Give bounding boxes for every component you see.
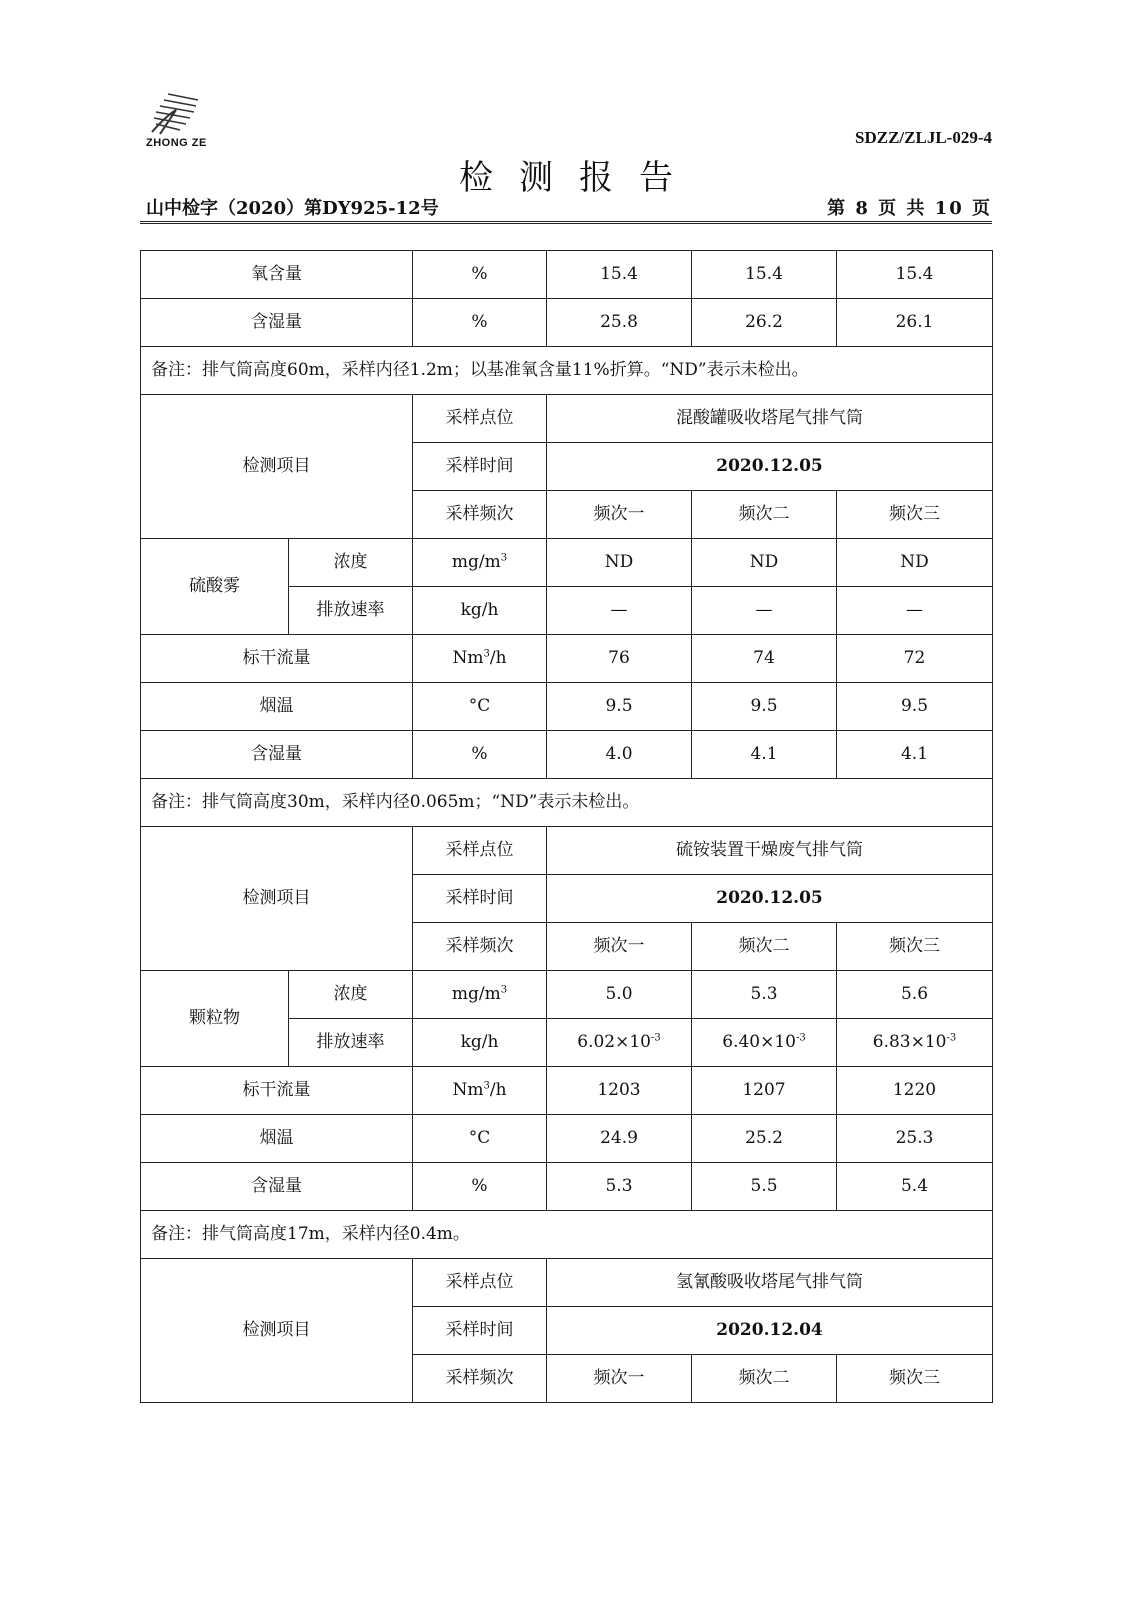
freq-label: 采样频次	[413, 1355, 547, 1403]
freq-1: 频次一	[547, 923, 692, 971]
freq-label: 采样频次	[413, 491, 547, 539]
table-row	[141, 635, 993, 683]
value-cell: 15.4	[547, 251, 692, 299]
rate-label: 排放速率	[289, 587, 413, 635]
value-cell: 9.5	[547, 683, 692, 731]
report-table	[140, 250, 992, 1403]
report-number: 山中检字（2020）第DY925-12号	[146, 198, 439, 219]
table-row	[141, 683, 993, 731]
value-cell: $6.02\times 10^{-3}$	[547, 1019, 692, 1067]
value-cell: 5.3	[547, 1163, 692, 1211]
section-3-table	[140, 1258, 993, 1403]
value-cell: 9.5	[837, 683, 993, 731]
table-row	[141, 779, 993, 827]
freq-2: 频次二	[692, 923, 837, 971]
value-cell: 5.3	[692, 971, 837, 1019]
unit-cell: %	[413, 1163, 547, 1211]
table-row	[141, 1259, 993, 1307]
temp-label: 烟温	[141, 683, 413, 731]
table-row	[141, 731, 993, 779]
value-cell: 74	[692, 635, 837, 683]
sampling-point: 混酸罐吸收塔尾气排气筒	[547, 395, 993, 443]
freq-3: 频次三	[837, 1355, 993, 1403]
item-header: 检测项目	[141, 1259, 413, 1403]
value-cell: ND	[547, 539, 692, 587]
value-cell: 1207	[692, 1067, 837, 1115]
freq-3: 频次三	[837, 923, 993, 971]
note-cell: 备注：排气筒高度60m，采样内径1.2m；以基准氧含量11%折算。“ND”表示未检出。	[141, 347, 993, 395]
table-row	[141, 971, 993, 1019]
unit-cell: $mg/m^3$	[413, 539, 547, 587]
flow-label: 标干流量	[141, 635, 413, 683]
unit-cell: %	[413, 251, 547, 299]
unit-cell: kg/h	[413, 587, 547, 635]
value-cell: 1203	[547, 1067, 692, 1115]
value-cell: 1220	[837, 1067, 993, 1115]
point-label: 采样点位	[413, 827, 547, 875]
row-label-oxygen: 氧含量	[141, 251, 413, 299]
table-row	[141, 299, 993, 347]
value-cell: 72	[837, 635, 993, 683]
value-cell: 24.9	[547, 1115, 692, 1163]
table-row	[141, 251, 993, 299]
table-row	[141, 1211, 993, 1259]
unit-cell: °C	[413, 683, 547, 731]
value-cell: 9.5	[692, 683, 837, 731]
conc-label: 浓度	[289, 971, 413, 1019]
value-cell: ND	[692, 539, 837, 587]
section-2-table	[140, 826, 993, 1259]
unit-cell: Nm$^3$/h	[413, 1067, 547, 1115]
value-cell: —	[547, 587, 692, 635]
rate-label: 排放速率	[289, 1019, 413, 1067]
value-cell: $6.83\times 10^{-3}$	[837, 1019, 993, 1067]
note-cell: 备注：排气筒高度17m，采样内径0.4m。	[141, 1211, 993, 1259]
flow-label: 标干流量	[141, 1067, 413, 1115]
time-label: 采样时间	[413, 443, 547, 491]
table-row	[141, 347, 993, 395]
value-cell: 15.4	[692, 251, 837, 299]
table-row	[141, 395, 993, 443]
value-cell: 25.8	[547, 299, 692, 347]
report-title: 检测报告	[459, 158, 699, 198]
value-cell: 25.2	[692, 1115, 837, 1163]
pollutant-label: 硫酸雾	[141, 539, 289, 635]
time-label: 采样时间	[413, 875, 547, 923]
value-cell: 4.1	[837, 731, 993, 779]
value-cell: —	[837, 587, 993, 635]
unit-cell: %	[413, 299, 547, 347]
header-rule	[140, 221, 992, 224]
table-top-rows	[140, 250, 993, 395]
value-cell: 4.1	[692, 731, 837, 779]
time-label: 采样时间	[413, 1307, 547, 1355]
row-label-moisture: 含湿量	[141, 299, 413, 347]
value-cell: ND	[837, 539, 993, 587]
sampling-time: 2020.12.05	[547, 875, 993, 923]
moisture-label: 含湿量	[141, 1163, 413, 1211]
freq-2: 频次二	[692, 491, 837, 539]
sampling-point: 硫铵装置干燥废气排气筒	[547, 827, 993, 875]
value-cell: $6.40\times 10^{-3}$	[692, 1019, 837, 1067]
table-row	[141, 539, 993, 587]
document-code: SDZZ/ZLJL-029-4	[855, 128, 992, 147]
logo-text: ZHONG ZE	[146, 137, 207, 149]
value-cell: 25.3	[837, 1115, 993, 1163]
note-cell: 备注：排气筒高度30m，采样内径0.065m；“ND”表示未检出。	[141, 779, 993, 827]
table-row	[141, 827, 993, 875]
table-row	[141, 1067, 993, 1115]
value-cell: 5.4	[837, 1163, 993, 1211]
item-header: 检测项目	[141, 395, 413, 539]
moisture-label: 含湿量	[141, 731, 413, 779]
section-1-table	[140, 394, 993, 827]
unit-cell: °C	[413, 1115, 547, 1163]
freq-2: 频次二	[692, 1355, 837, 1403]
point-label: 采样点位	[413, 395, 547, 443]
pollutant-label: 颗粒物	[141, 971, 289, 1067]
temp-label: 烟温	[141, 1115, 413, 1163]
sampling-point: 氢氰酸吸收塔尾气排气筒	[547, 1259, 993, 1307]
value-cell: 15.4	[837, 251, 993, 299]
unit-cell: Nm$^3$/h	[413, 635, 547, 683]
unit-cell: %	[413, 731, 547, 779]
unit-cell: $mg/m^3$	[413, 971, 547, 1019]
table-row	[141, 1115, 993, 1163]
value-cell: 5.0	[547, 971, 692, 1019]
freq-1: 频次一	[547, 1355, 692, 1403]
freq-3: 频次三	[837, 491, 993, 539]
item-header: 检测项目	[141, 827, 413, 971]
value-cell: 26.1	[837, 299, 993, 347]
value-cell: 5.6	[837, 971, 993, 1019]
freq-label: 采样频次	[413, 923, 547, 971]
value-cell: 76	[547, 635, 692, 683]
freq-1: 频次一	[547, 491, 692, 539]
value-cell: 5.5	[692, 1163, 837, 1211]
point-label: 采样点位	[413, 1259, 547, 1307]
sampling-time: 2020.12.04	[547, 1307, 993, 1355]
sampling-time: 2020.12.05	[547, 443, 993, 491]
page-number: 第 8 页 共 10 页	[827, 198, 992, 219]
value-cell: 4.0	[547, 731, 692, 779]
value-cell: —	[692, 587, 837, 635]
unit-cell: kg/h	[413, 1019, 547, 1067]
table-row	[141, 1163, 993, 1211]
value-cell: 26.2	[692, 299, 837, 347]
conc-label: 浓度	[289, 539, 413, 587]
